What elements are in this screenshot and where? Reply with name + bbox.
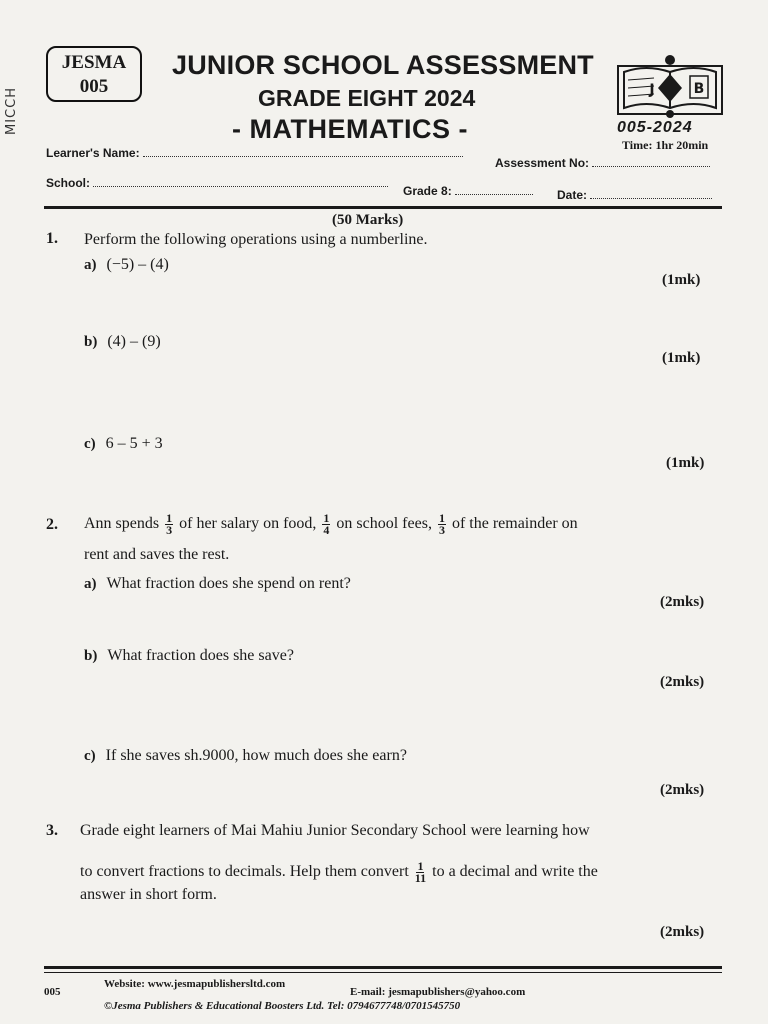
assessment-no-label: Assessment No: (495, 156, 590, 170)
question-2-number: 2. (46, 516, 58, 533)
question-1a-text: (−5) – (4) (106, 256, 169, 273)
fraction-numerator: 1 (166, 511, 173, 525)
question-2b-text: What fraction does she save? (107, 647, 294, 664)
fraction-denominator: 11 (414, 871, 427, 885)
book-logo-icon (614, 50, 726, 120)
question-2c-marks: (2mks) (660, 782, 705, 798)
question-1c-text: 6 – 5 + 3 (105, 435, 163, 452)
question-1c-marks: (1mk) (666, 455, 705, 471)
paper-code: 005-2024 (617, 119, 693, 136)
footer-divider (44, 966, 722, 969)
question-1b-label: b) (84, 334, 98, 350)
question-2a (84, 575, 351, 593)
exam-code-line2: 005 (79, 76, 109, 97)
fraction-numerator: 1 (417, 859, 424, 873)
question-2c-label: c) (84, 748, 96, 764)
school-blank[interactable] (93, 176, 388, 187)
fraction-one-third-b (438, 513, 446, 536)
question-1b (84, 333, 161, 351)
date-field[interactable] (557, 188, 712, 202)
question-2a-text: What fraction does she spend on rent? (106, 575, 351, 592)
footer-email[interactable]: E-mail: jesmapublishers@yahoo.com (350, 986, 526, 998)
footer-page-code: 005 (44, 986, 61, 998)
date-blank[interactable] (590, 188, 712, 199)
question-2a-label: a) (84, 576, 97, 592)
learner-name-blank[interactable] (143, 146, 463, 157)
logo-letter-b: B (693, 81, 705, 97)
question-1c (84, 435, 163, 453)
question-2-text-part3: on school fees, (336, 515, 432, 533)
question-1a-label: a) (84, 257, 97, 273)
question-1a (84, 256, 169, 274)
learner-name-label: Learner's Name: (46, 146, 140, 160)
question-3-line2 (80, 861, 598, 884)
fraction-denominator: 3 (438, 523, 445, 537)
question-2b-label: b) (84, 648, 98, 664)
question-3-marks: (2mks) (660, 924, 705, 940)
question-1b-text: (4) – (9) (107, 333, 161, 350)
question-3-line2-a: to convert fractions to decimals. Help them convert (80, 863, 409, 881)
grade-blank[interactable] (455, 184, 533, 195)
exam-code-box (46, 46, 142, 102)
question-2-text-part2: of her salary on food, (179, 515, 317, 533)
footer-divider-thin (44, 972, 722, 973)
question-2a-marks: (2mks) (660, 594, 705, 610)
grade-line: GRADE EIGHT 2024 (258, 85, 476, 111)
question-2c-text: If she saves sh.9000, how much does she earn? (105, 747, 407, 764)
learner-name-field[interactable] (46, 146, 463, 160)
school-field[interactable] (46, 176, 388, 190)
fraction-numerator: 1 (323, 511, 330, 525)
question-2c (84, 747, 407, 765)
question-2-text-line2: rent and saves the rest. (84, 546, 230, 563)
fraction-denominator: 4 (323, 523, 330, 537)
grade-field[interactable] (403, 184, 533, 198)
question-1-text: Perform the following operations using a numberline. (84, 231, 428, 248)
assessment-no-blank[interactable] (592, 156, 710, 167)
grade-label: Grade 8: (403, 184, 452, 198)
fraction-one-eleventh (415, 861, 426, 884)
fraction-denominator: 3 (166, 523, 173, 537)
exam-title: JUNIOR SCHOOL ASSESSMENT (172, 50, 594, 80)
margin-handwriting: MICCH (4, 87, 19, 135)
question-3-line1: Grade eight learners of Mai Mahiu Junior Secondary School were learning how (80, 822, 590, 839)
fraction-one-third (165, 513, 173, 536)
question-2b-marks: (2mks) (660, 674, 705, 690)
logo-letter-j: J (649, 82, 655, 98)
header-divider (44, 206, 722, 209)
exam-code-line1: JESMA (61, 52, 127, 73)
question-3-line3: answer in short form. (80, 886, 217, 903)
question-2-text-part4: of the remainder on (451, 515, 578, 533)
school-label: School: (46, 176, 90, 190)
fraction-one-quarter (322, 513, 330, 536)
question-2-text-part1: Ann spends (84, 515, 160, 533)
assessment-no-field[interactable] (495, 156, 710, 170)
question-3-line2-b: to a decimal and write the (432, 863, 598, 881)
question-1-number: 1. (46, 230, 58, 247)
question-1b-marks: (1mk) (662, 350, 701, 366)
date-label: Date: (557, 188, 588, 202)
time-allowed: Time: 1hr 20min (622, 138, 709, 152)
footer-website[interactable]: Website: www.jesmapublishersltd.com (104, 978, 286, 990)
footer-copyright: ©Jesma Publishers & Educational Boosters Ltd. Tel: 0794677748/0701545750 (104, 1000, 461, 1012)
total-marks: (50 Marks) (332, 212, 404, 228)
subject-title: - MATHEMATICS - (232, 114, 468, 144)
question-2-text (84, 513, 578, 536)
question-1a-marks: (1mk) (662, 272, 701, 288)
question-1c-label: c) (84, 436, 96, 452)
question-3-number: 3. (46, 822, 58, 839)
question-2b (84, 647, 294, 665)
fraction-numerator: 1 (438, 511, 445, 525)
